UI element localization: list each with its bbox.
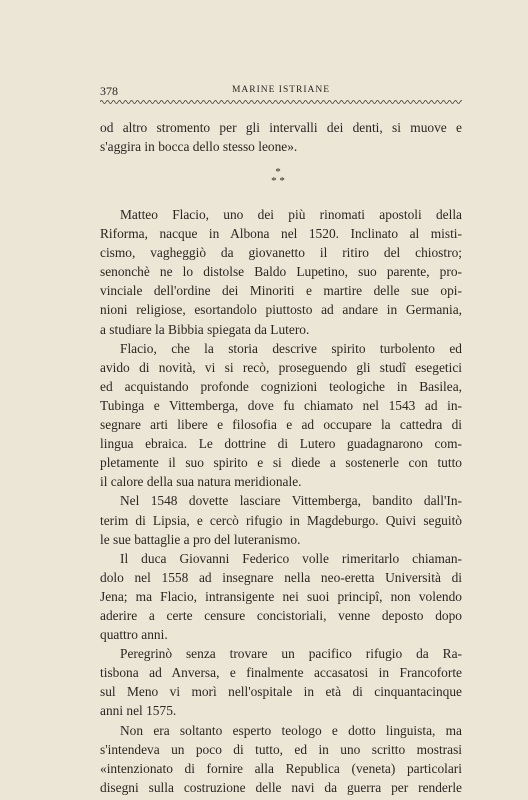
asterism-top: *: [275, 166, 281, 178]
text-line: anni nel 1575.: [100, 703, 177, 719]
page-number: 378: [100, 84, 118, 98]
text-line: s'intendeva un poco di tutto, ed in uno scritto mostrasi: [100, 741, 462, 757]
section-asterism: [258, 168, 298, 186]
body-text: [100, 118, 462, 156]
text-line: cismo, vagheggiò da giovanetto il ritiro del chiostro;: [100, 245, 462, 261]
text-line: lingua ebraica. Le dottrine di Lutero guadagnarono com-: [100, 436, 462, 452]
text-line: pletamente il suo spirito e si diede a sostenerle con tutto: [100, 455, 462, 471]
text-line: s'aggira in bocca dello stesso leone».: [100, 139, 298, 155]
text-line: Il duca Giovanni Federico volle rimeritarlo chiaman-: [120, 550, 462, 566]
text-line: Jena; ma Flacio, intransigente nei suoi principî, non volendo: [100, 588, 462, 604]
text-line: il calore della sua natura meridionale.: [100, 474, 302, 490]
text-line: a studiare la Bibbia spiegata da Lutero.: [100, 321, 310, 337]
text-line: Flacio, che la storia descrive spirito turbolento ed: [120, 340, 462, 356]
text-line: Nel 1548 dovette lasciare Vittemberga, bandito dall'In-: [120, 493, 462, 509]
text-line: terim di Lipsia, e cercò rifugio in Magdeburgo. Quivi seguitò: [100, 512, 462, 528]
text-line: Non era soltanto esperto teologo e dotto linguista, ma: [120, 722, 462, 738]
text-line: senonchè ne lo distolse Baldo Lupetino, suo parente, pro-: [100, 264, 462, 280]
text-line: Riforma, nacque in Albona nel 1520. Inclinato al misti-: [100, 226, 462, 242]
text-line: Matteo Flacio, uno dei più rinomati apostoli della: [120, 207, 462, 222]
text-line: segnare arti libere e filosofia e ad occupare la cattedra di: [100, 417, 462, 433]
text-line: ed acquistando profonde cognizioni teologiche in Basilea,: [100, 378, 462, 394]
asterism-bottom: * *: [271, 175, 285, 187]
text-line: dolo nel 1558 ad insegnare nella neo-eretta Università di: [100, 569, 462, 585]
text-line: tisbona ad Anversa, e finalmente accasatosi in Francoforte: [100, 665, 462, 681]
text-line: avido di novità, vi si recò, proseguendo gli studî esegetici: [100, 359, 462, 375]
text-line: Tubinga e Vittemberga, dove fu chiamato nel 1543 ad in-: [100, 397, 462, 413]
text-line: aderire a certe censure concistoriali, venne deposto dopo: [100, 607, 462, 623]
text-line: Peregrinò senza trovare un pacifico rifugio da Ra-: [120, 646, 462, 662]
text-line: nioni religiose, esortandolo piuttosto ad andare in Germania,: [100, 302, 462, 318]
text-line: quattro anni.: [100, 627, 168, 643]
wavy-rule-ornament: [100, 98, 462, 106]
text-line: vinciale dell'ordine dei Minoriti e martire delle sue opi-: [100, 283, 462, 299]
text-line: le sue battaglie a pro del luteranismo.: [100, 531, 301, 547]
text-line: od altro stromento per gli intervalli dei denti, si muove e: [100, 120, 462, 135]
running-title: MARINE ISTRIANE: [231, 85, 331, 95]
body-text: [100, 205, 462, 797]
text-line: sul Meno vi morì nell'ospitale in età di cinquantacinque: [100, 684, 462, 700]
text-line: disegni sulla costruzione delle navi da guerra per renderle: [100, 779, 462, 795]
text-line: «intenzionato di fornire alla Republica (veneta) particolari: [100, 760, 462, 776]
